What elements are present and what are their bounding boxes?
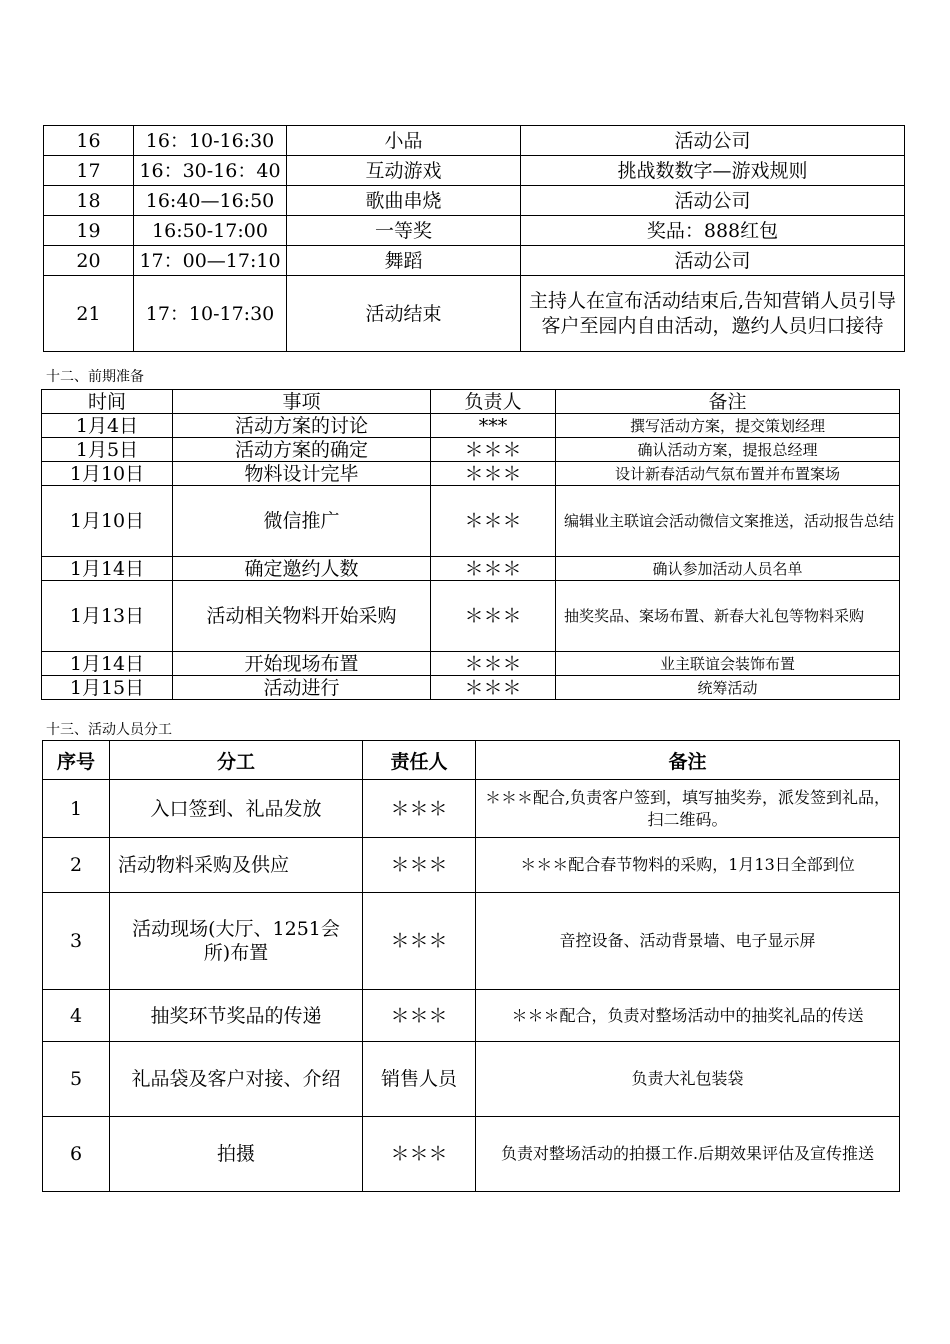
prep-task: 活动方案的讨论 (173, 414, 431, 438)
prep-note: 抽奖奖品、案场布置、新春大礼包等物料采购 (556, 581, 900, 652)
row-number: 17 (44, 156, 134, 186)
prep-date: 1月10日 (42, 486, 173, 557)
prep-owner: ＊＊＊ (431, 486, 556, 557)
prep-owner: ＊＊＊ (431, 438, 556, 462)
program-note: 活动公司 (521, 126, 905, 156)
row-number: 19 (44, 216, 134, 246)
header-note: 备注 (476, 741, 900, 780)
table-row (43, 838, 900, 893)
prep-note: 确认参加活动人员名单 (556, 557, 900, 581)
table-row (44, 156, 905, 186)
duty-number: 4 (43, 990, 110, 1042)
program-item: 舞蹈 (287, 246, 521, 276)
program-item: 歌曲串烧 (287, 186, 521, 216)
row-number: 16 (44, 126, 134, 156)
program-item: 一等奖 (287, 216, 521, 246)
program-note: 主持人在宣布活动结束后,告知营销人员引导客户至园内自由活动，邀约人员归口接待 (521, 276, 905, 352)
prep-note: 统筹活动 (556, 676, 900, 700)
prep-task: 活动相关物料开始采购 (173, 581, 431, 652)
duty-number: 6 (43, 1117, 110, 1192)
prep-task: 活动方案的确定 (173, 438, 431, 462)
duty-note: ＊＊＊配合,负责客户签到，填写抽奖券，派发签到礼品，扫二维码。 (476, 780, 900, 838)
duty-note: ＊＊＊配合，负责对整场活动中的抽奖礼品的传送 (476, 990, 900, 1042)
prep-task: 开始现场布置 (173, 652, 431, 676)
prep-note: 业主联谊会装饰布置 (556, 652, 900, 676)
table-row (43, 893, 900, 990)
duty-name: 入口签到、礼品发放 (110, 780, 363, 838)
program-item: 小品 (287, 126, 521, 156)
program-note: 活动公司 (521, 186, 905, 216)
prep-owner: ＊＊＊ (431, 652, 556, 676)
duty-note: ＊＊＊配合春节物料的采购，1月13日全部到位 (476, 838, 900, 893)
prep-date: 1月5日 (42, 438, 173, 462)
table-row (42, 462, 900, 486)
duty-name: 拍摄 (110, 1117, 363, 1192)
program-item: 活动结束 (287, 276, 521, 352)
table-header-row (42, 390, 900, 414)
row-number: 20 (44, 246, 134, 276)
time-slot: 16:40—16:50 (134, 186, 287, 216)
prep-note: 撰写活动方案，提交策划经理 (556, 414, 900, 438)
time-slot: 16：10-16:30 (134, 126, 287, 156)
prep-date: 1月15日 (42, 676, 173, 700)
table-row (42, 414, 900, 438)
time-slot: 17：00—17:10 (134, 246, 287, 276)
prep-owner: ＊＊＊ (431, 557, 556, 581)
program-schedule-table (43, 125, 905, 352)
duty-name: 活动现场(大厅、1251会所)布置 (110, 893, 363, 990)
duty-owner: ＊＊＊ (363, 990, 476, 1042)
row-number: 21 (44, 276, 134, 352)
duty-note: 音控设备、活动背景墙、电子显示屏 (476, 893, 900, 990)
prep-task: 活动进行 (173, 676, 431, 700)
table-row (42, 581, 900, 652)
time-slot: 16:50-17:00 (134, 216, 287, 246)
header-owner: 责任人 (363, 741, 476, 780)
prep-date: 1月14日 (42, 652, 173, 676)
prep-task: 确定邀约人数 (173, 557, 431, 581)
table-row (44, 216, 905, 246)
duty-number: 3 (43, 893, 110, 990)
program-note: 奖品：888红包 (521, 216, 905, 246)
table-row (44, 126, 905, 156)
time-slot: 17：10-17:30 (134, 276, 287, 352)
duty-number: 2 (43, 838, 110, 893)
prep-note: 确认活动方案，提报总经理 (556, 438, 900, 462)
prep-owner: ＊＊＊ (431, 676, 556, 700)
duty-owner: ＊＊＊ (363, 893, 476, 990)
preparation-table (41, 389, 900, 700)
program-note: 活动公司 (521, 246, 905, 276)
table-row (43, 1042, 900, 1117)
header-number: 序号 (43, 741, 110, 780)
prep-date: 1月13日 (42, 581, 173, 652)
prep-task: 微信推广 (173, 486, 431, 557)
prep-task: 物料设计完毕 (173, 462, 431, 486)
prep-note: 设计新春活动气氛布置并布置案场 (556, 462, 900, 486)
table-header-row (43, 741, 900, 780)
table-row (44, 186, 905, 216)
table-row (42, 486, 900, 557)
header-task: 事项 (173, 390, 431, 414)
table-row (44, 246, 905, 276)
prep-owner: ＊＊＊ (431, 581, 556, 652)
staff-assignment-table (42, 740, 900, 1192)
duty-name: 抽奖环节奖品的传递 (110, 990, 363, 1042)
header-date: 时间 (42, 390, 173, 414)
section-12-title: 十二、前期准备 (46, 369, 144, 385)
section-13-title: 十三、活动人员分工 (46, 722, 172, 738)
duty-name: 活动物料采购及供应 (110, 838, 363, 893)
duty-name: 礼品袋及客户对接、介绍 (110, 1042, 363, 1117)
duty-number: 5 (43, 1042, 110, 1117)
prep-date: 1月10日 (42, 462, 173, 486)
duty-note: 负责对整场活动的拍摄工作.后期效果评估及宣传推送 (476, 1117, 900, 1192)
header-note: 备注 (556, 390, 900, 414)
table-row (42, 652, 900, 676)
table-row (42, 557, 900, 581)
duty-owner: ＊＊＊ (363, 1117, 476, 1192)
duty-note: 负责大礼包装袋 (476, 1042, 900, 1117)
table-row (44, 276, 905, 352)
table-row (43, 780, 900, 838)
table-row (42, 676, 900, 700)
duty-number: 1 (43, 780, 110, 838)
prep-note: 编辑业主联谊会活动微信文案推送，活动报告总结 (556, 486, 900, 557)
time-slot: 16：30-16：40 (134, 156, 287, 186)
duty-owner: ＊＊＊ (363, 780, 476, 838)
duty-owner: 销售人员 (363, 1042, 476, 1117)
table-row (42, 438, 900, 462)
row-number: 18 (44, 186, 134, 216)
program-item: 互动游戏 (287, 156, 521, 186)
table-row (43, 1117, 900, 1192)
header-duty: 分工 (110, 741, 363, 780)
header-owner: 负责人 (431, 390, 556, 414)
prep-owner: ＊＊＊ (431, 462, 556, 486)
table-row (43, 990, 900, 1042)
prep-owner: *** (431, 414, 556, 438)
prep-date: 1月14日 (42, 557, 173, 581)
program-note: 挑战数数字—游戏规则 (521, 156, 905, 186)
duty-owner: ＊＊＊ (363, 838, 476, 893)
prep-date: 1月4日 (42, 414, 173, 438)
